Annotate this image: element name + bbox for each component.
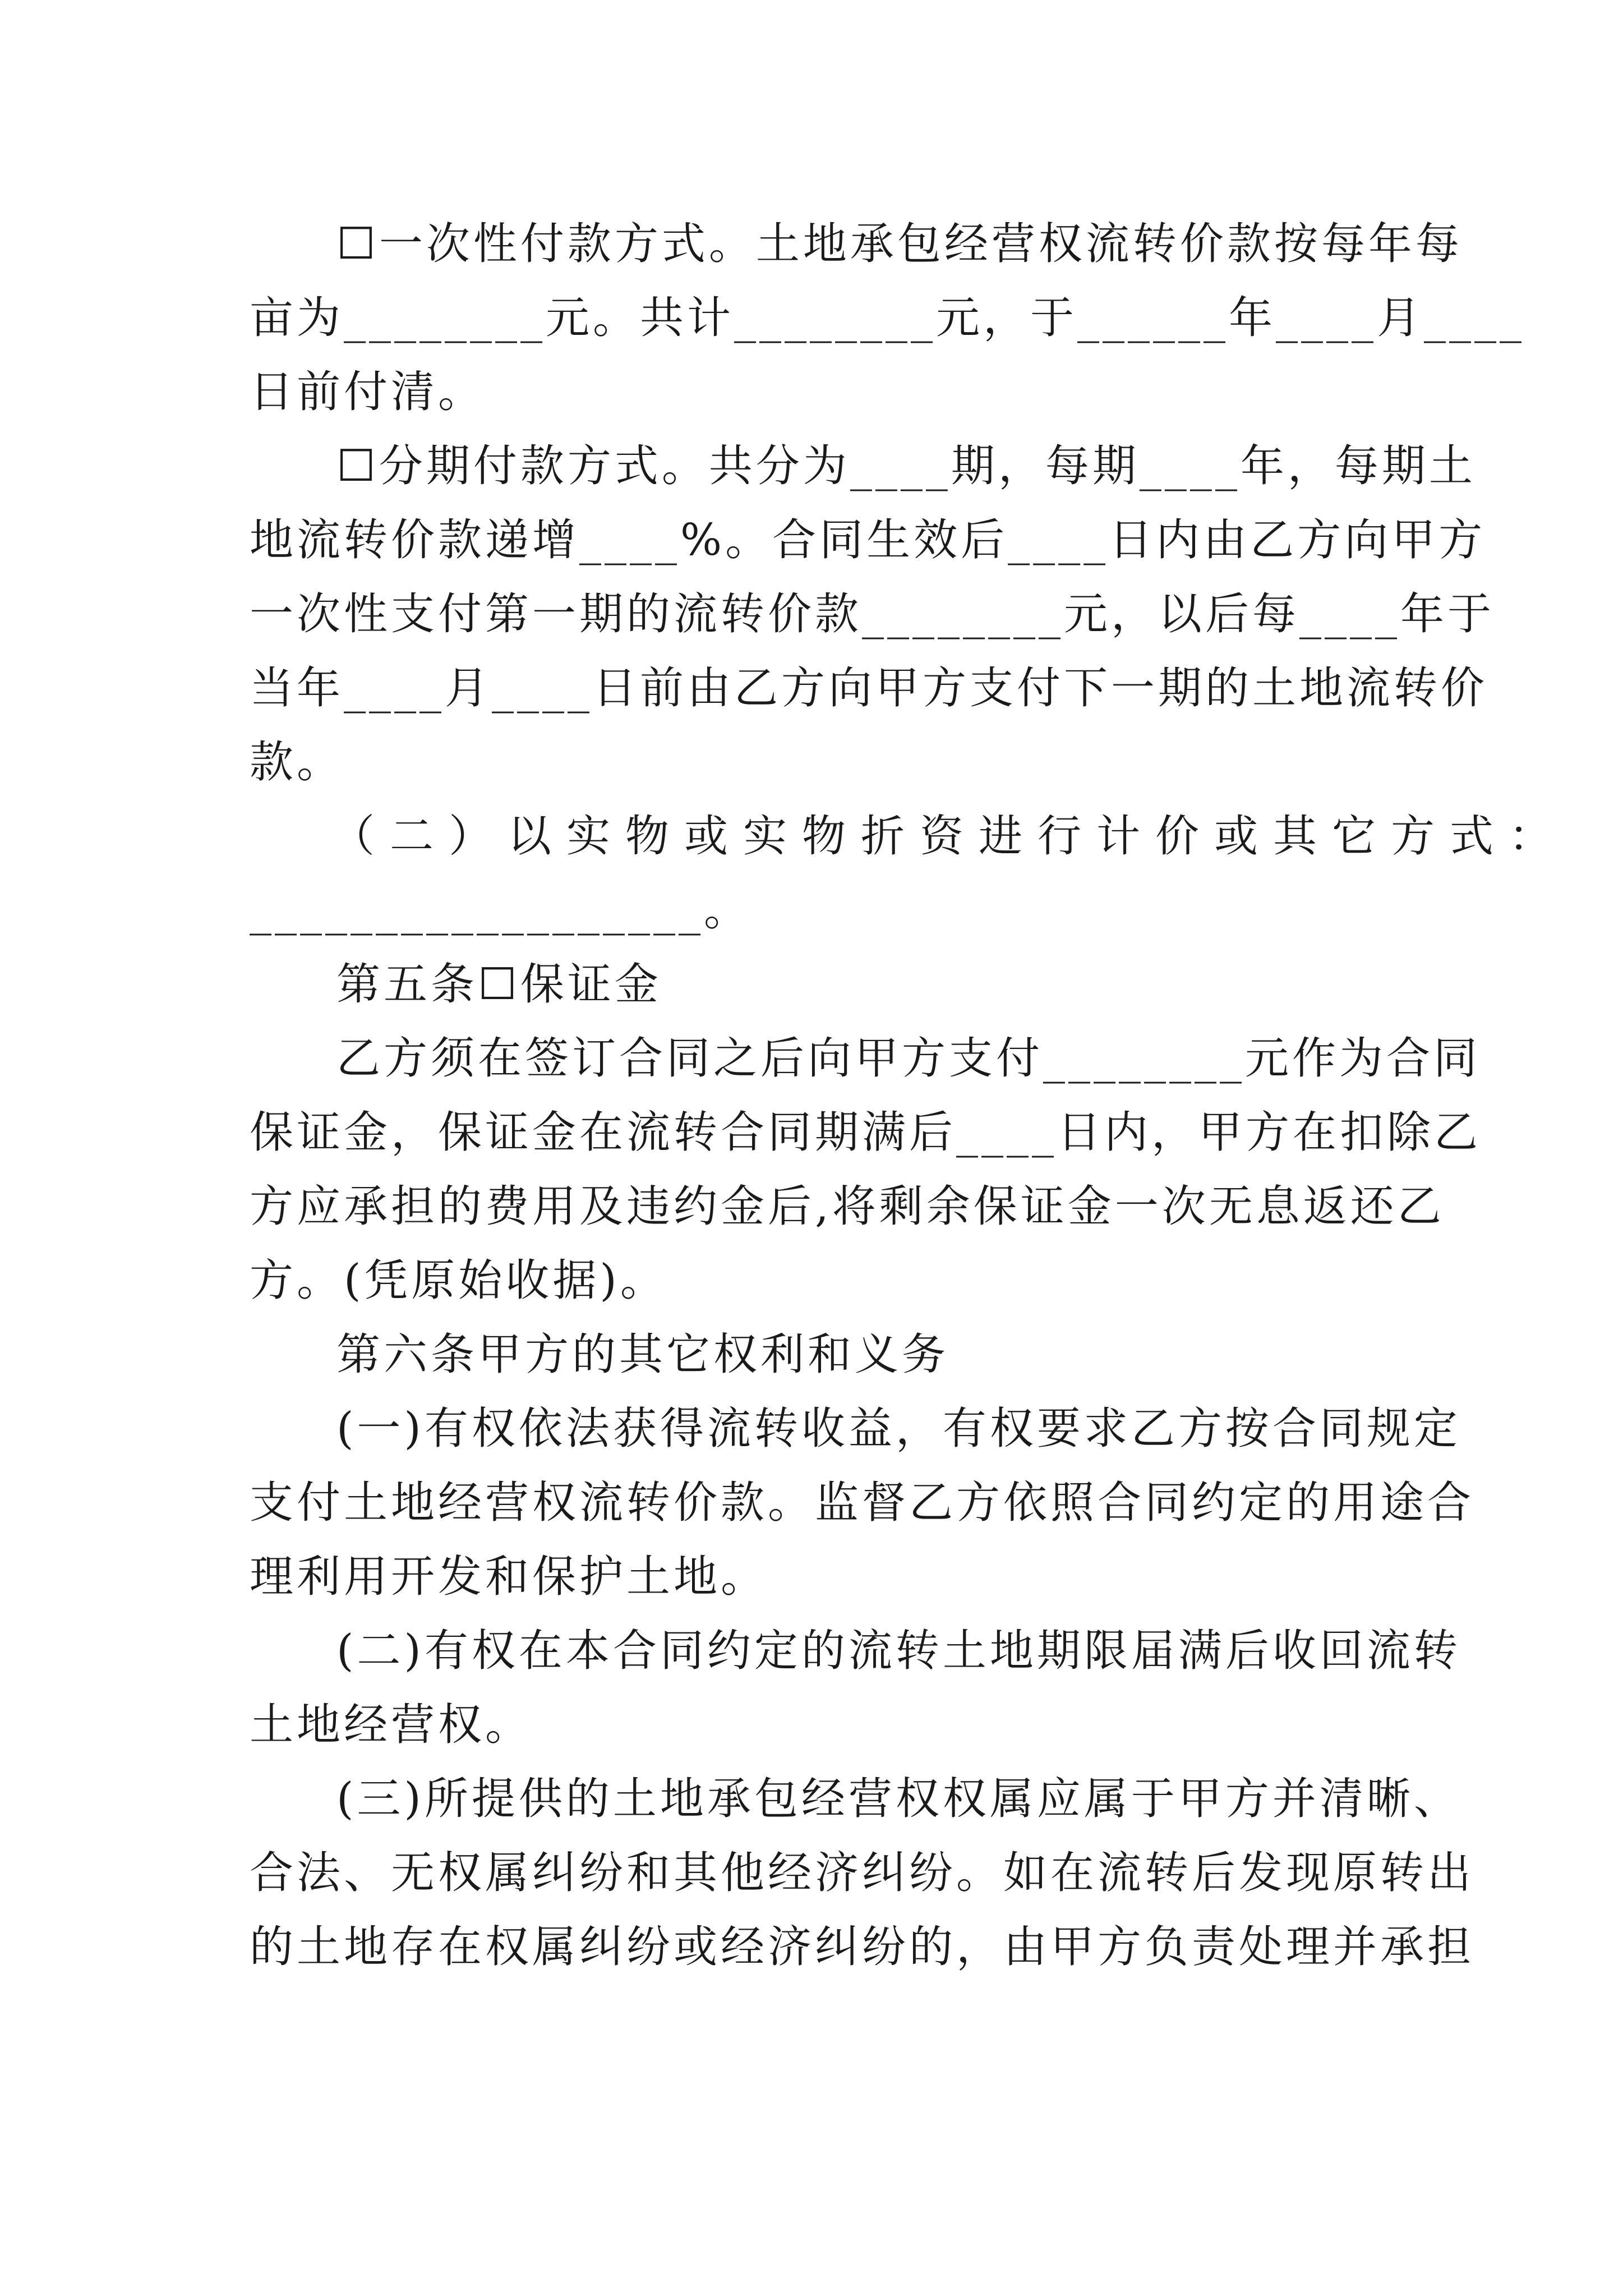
- paragraph-line: 亩为________元。共计________元，于______年____月____: [250, 293, 1525, 343]
- paragraph-in-kind-payment: （二）以实物或实物折资进行计价或其它方式：: [331, 811, 1568, 862]
- paragraph-line: 地流转价款递增____%。合同生效后____日内由乙方向甲方: [250, 515, 1486, 565]
- paragraph-line: 一次性支付第一期的流转价款________元，以后每____年于: [250, 589, 1495, 639]
- paragraph-line: 理利用开发和保护土地。: [250, 1552, 768, 1602]
- paragraph-line: 当年____月____日前由乙方向甲方支付下一期的土地流转价: [250, 663, 1488, 714]
- article-6-heading: 第六条甲方的其它权利和义务: [336, 1329, 949, 1380]
- paragraph-installment-payment: ☐分期付款方式。共分为____期，每期____年，每期土: [336, 441, 1476, 491]
- paragraph-line: 日前付清。: [250, 367, 486, 417]
- article-5-heading: 第五条☐保证金: [336, 959, 662, 1010]
- paragraph-line: 支付土地经营权流转价款。监督乙方依照合同约定的用途合: [250, 1478, 1475, 1528]
- paragraph-line: 的土地存在权属纠纷或经济纠纷的，由甲方负责处理并承担: [250, 1922, 1475, 1972]
- paragraph-line: 方。(凭原始收据)。: [250, 1255, 667, 1306]
- paragraph-clause-2: (二)有权在本合同约定的流转土地期限届满后收回流转: [336, 1626, 1461, 1676]
- paragraph-clause-3: (三)所提供的土地承包经营权权属应属于甲方并清晰、: [336, 1774, 1461, 1824]
- paragraph-deposit: 乙方须在签订合同之后向甲方支付________元作为合同: [336, 1033, 1481, 1084]
- paragraph-line: 方应承担的费用及违约金后,将剩余保证金一次无息返还乙: [250, 1181, 1445, 1232]
- paragraph-lump-sum-payment: ☐一次性付款方式。土地承包经营权流转价款按每年每: [336, 219, 1463, 269]
- paragraph-line: 款。: [250, 737, 344, 788]
- paragraph-line: __________________。: [250, 885, 751, 936]
- paragraph-line: 合法、无权属纠纷和其他经济纠纷。如在流转后发现原转出: [250, 1848, 1475, 1898]
- paragraph-line: 保证金，保证金在流转合同期满后____日内，甲方在扣除乙: [250, 1107, 1482, 1158]
- paragraph-line: 土地经营权。: [250, 1700, 533, 1750]
- paragraph-clause-1: (一)有权依法获得流转收益，有权要求乙方按合同规定: [336, 1404, 1461, 1454]
